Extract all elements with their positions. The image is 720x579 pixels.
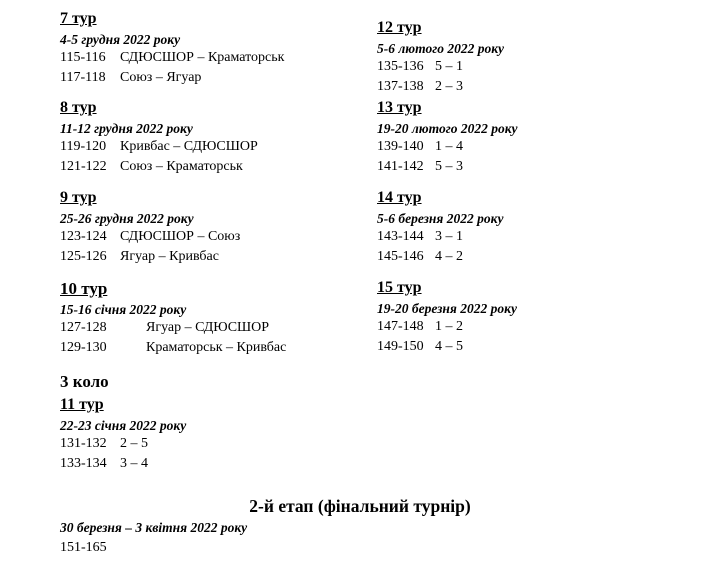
game-row (60, 68, 284, 88)
game-number: 143-144 (377, 229, 424, 244)
tour-10-block (60, 280, 286, 357)
game-match: 5 – 1 (435, 59, 463, 74)
game-match: 3 – 4 (120, 455, 148, 471)
game-row (60, 137, 258, 157)
game-row (377, 57, 504, 77)
game-number: 133-134 (60, 455, 107, 471)
game-match: 1 – 4 (435, 139, 463, 154)
game-number: 123-124 (60, 229, 107, 244)
game-match: Ягуар – Кривбас (120, 248, 219, 264)
tour-14-block (377, 189, 503, 266)
stage-2-title: 2-й етап (фінальний турнір) (249, 496, 471, 516)
game-row (60, 48, 284, 68)
tour-title: 9 тур (60, 189, 97, 206)
tour-title: 15 тур (377, 279, 422, 296)
game-number: 147-148 (377, 319, 424, 334)
round-3-block (60, 372, 186, 473)
game-match: СДЮСШОР – Краматорськ (120, 50, 285, 65)
game-number: 135-136 (377, 59, 424, 74)
game-row (60, 454, 186, 474)
tour-date: 5-6 березня 2022 року (377, 211, 504, 226)
tour-title: 13 тур (377, 99, 422, 116)
tour-title: 10 тур (60, 279, 108, 298)
tour-date: 11-12 грудня 2022 року (60, 121, 193, 136)
game-match: Краматорськ – Кривбас (146, 339, 287, 355)
game-row (377, 247, 503, 267)
tour-date: 22-23 січня 2022 року (60, 418, 187, 433)
game-match: 2 – 3 (435, 78, 463, 94)
tour-title: 11 тур (60, 396, 104, 413)
game-row (377, 317, 517, 337)
game-row (377, 77, 504, 97)
tour-title: 8 тур (60, 99, 97, 116)
game-match: 4 – 5 (435, 338, 463, 354)
game-row (377, 157, 518, 177)
game-match: 2 – 5 (120, 436, 148, 451)
game-number: 139-140 (377, 139, 424, 154)
tour-date: 25-26 грудня 2022 року (60, 211, 194, 226)
game-number: 145-146 (377, 248, 424, 264)
tour-date: 19-20 березня 2022 року (377, 301, 517, 316)
game-match: Кривбас – СДЮСШОР (120, 139, 258, 154)
game-match: 3 – 1 (435, 229, 463, 244)
tour-date: 5-6 лютого 2022 року (377, 41, 505, 56)
tour-12-block (377, 19, 504, 96)
tour-date: 15-16 січня 2022 року (60, 302, 187, 317)
tour-13-block (377, 99, 518, 176)
tour-title: 14 тур (377, 189, 422, 206)
game-row (60, 157, 258, 177)
stage-2-date: 30 березня – 3 квітня 2022 року (60, 520, 248, 535)
game-match: 4 – 2 (435, 248, 463, 264)
game-match: Ягуар – СДЮСШОР (146, 320, 270, 335)
game-number: 125-126 (60, 248, 107, 264)
game-match: Союз – Краматорськ (120, 158, 243, 174)
stage-2-games: 151-165 (60, 540, 107, 555)
tour-date: 19-20 лютого 2022 року (377, 121, 518, 136)
game-match: 1 – 2 (435, 319, 463, 334)
game-row (60, 227, 240, 247)
game-row (60, 338, 286, 358)
game-number: 137-138 (377, 78, 424, 94)
game-number: 129-130 (60, 339, 107, 355)
game-match: Союз – Ягуар (120, 69, 202, 85)
game-number: 121-122 (60, 158, 107, 174)
tour-title: 7 тур (60, 10, 97, 27)
tour-date: 4-5 грудня 2022 року (60, 32, 181, 47)
game-row (60, 318, 286, 338)
game-number: 131-132 (60, 436, 107, 451)
game-number: 127-128 (60, 320, 107, 335)
game-number: 141-142 (377, 158, 424, 174)
game-number: 119-120 (60, 139, 107, 154)
game-number: 115-116 (60, 50, 106, 65)
tour-title: 12 тур (377, 19, 422, 36)
round-label: 3 коло (60, 372, 109, 391)
game-row (377, 337, 517, 357)
tour-15-block (377, 279, 517, 356)
tour-9-block (60, 189, 240, 266)
tour-8-block (60, 99, 258, 176)
game-match: 5 – 3 (435, 158, 463, 174)
game-match: СДЮСШОР – Союз (120, 229, 241, 244)
game-number: 149-150 (377, 338, 424, 354)
game-row (60, 247, 240, 267)
stage-2-block (60, 519, 247, 558)
game-row (60, 434, 186, 454)
tour-7-block (60, 10, 284, 87)
game-row (377, 227, 503, 247)
game-number: 117-118 (60, 69, 106, 85)
game-row (377, 137, 518, 157)
